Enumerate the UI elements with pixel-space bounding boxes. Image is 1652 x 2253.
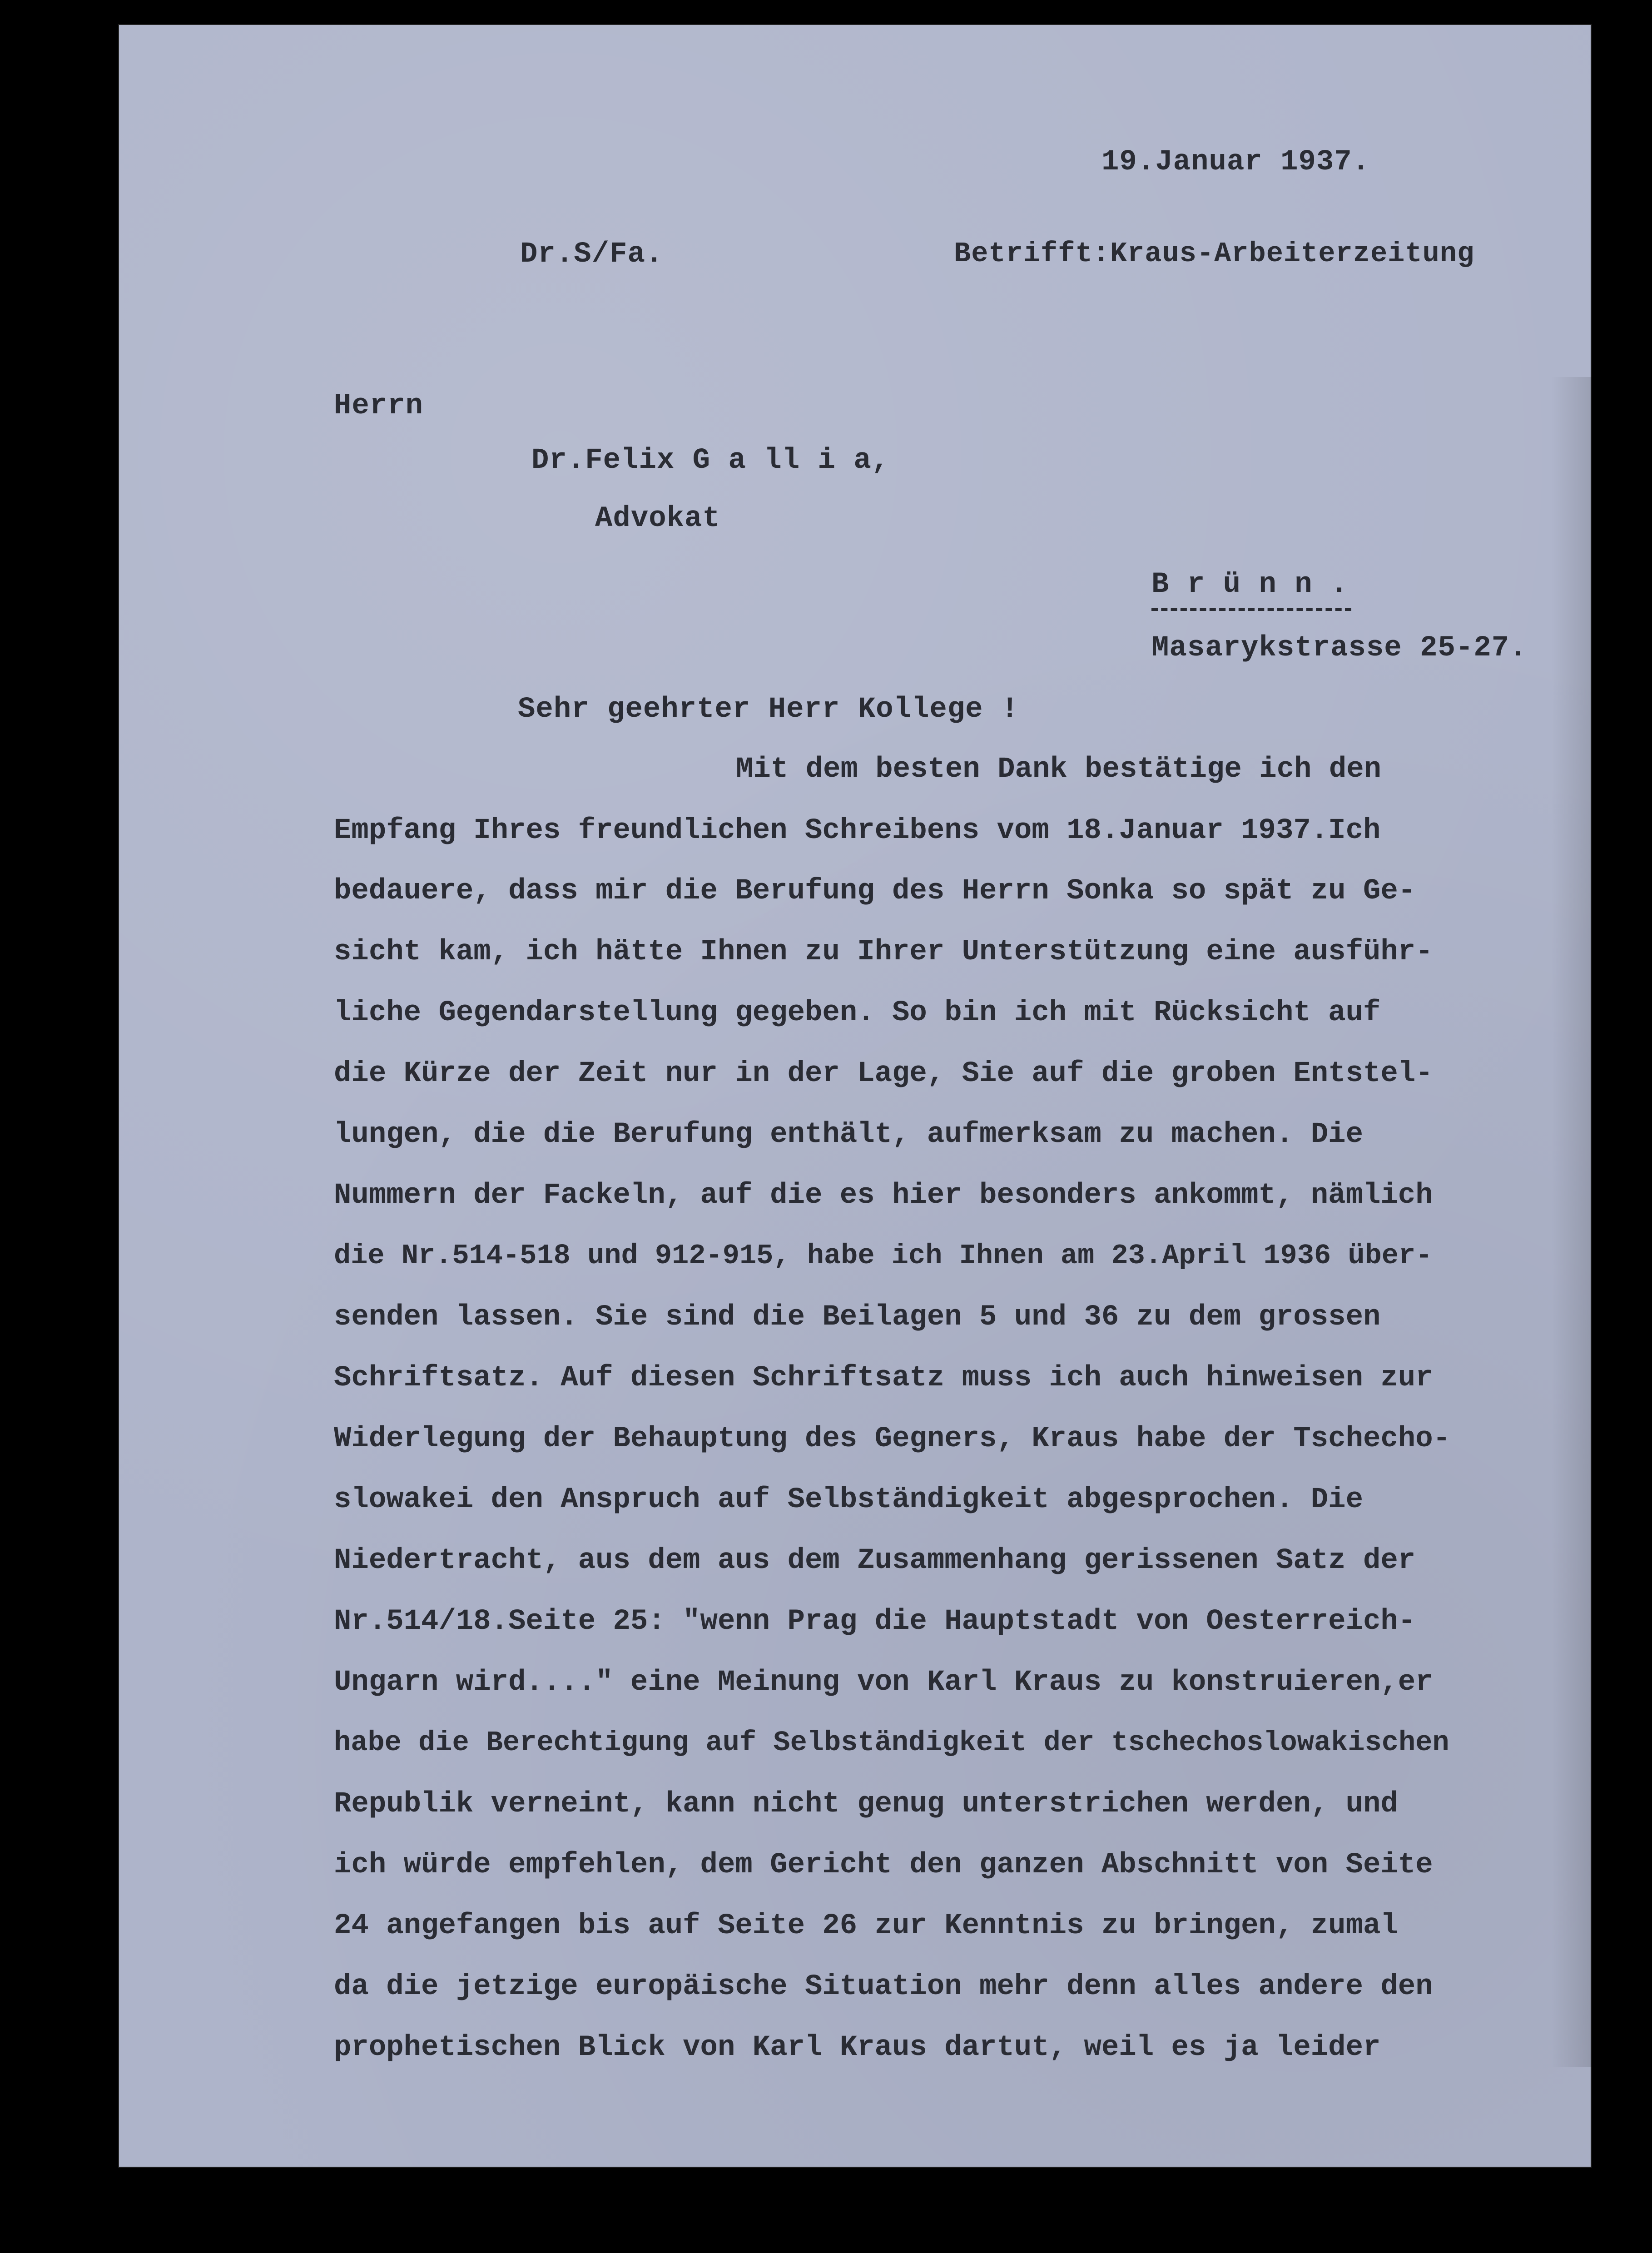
reference-code: Dr.S/Fa. <box>520 238 664 271</box>
body-line: Niedertracht, aus dem aus dem Zusammenhang gerissenen Satz der <box>334 1544 1416 1577</box>
body-line: die Kürze der Zeit nur in der Lage, Sie auf die groben Entstel- <box>334 1057 1433 1090</box>
body-line: ich würde empfehlen, dem Gericht den ganzen Abschnitt von Seite <box>334 1849 1433 1881</box>
body-line: lungen, die die Berufung enthält, aufmerksam zu machen. Die <box>334 1118 1363 1151</box>
city-underline <box>1151 608 1351 611</box>
body-line: liche Gegendarstellung gegeben. So bin ich mit Rücksicht auf <box>334 997 1381 1029</box>
body-line: die Nr.514-518 und 912-915, habe ich Ihnen am 23.April 1936 über- <box>334 1240 1433 1272</box>
recipient-salutation: Herrn <box>334 390 424 422</box>
body-line: Republik verneint, kann nicht genug unterstrichen werden, und <box>334 1788 1398 1821</box>
body-line: 24 angefangen bis auf Seite 26 zur Kenntnis zu bringen, zumal <box>334 1910 1398 1942</box>
subject-line: Betrifft:Kraus-Arbeiterzeitung <box>954 238 1475 270</box>
body-line: Nummern der Fackeln, auf die es hier besonders ankommt, nämlich <box>334 1179 1433 1212</box>
greeting: Sehr geehrter Herr Kollege ! <box>518 693 1019 726</box>
body-line: prophetischen Blick von Karl Kraus dartut, weil es ja leider <box>334 2031 1381 2064</box>
page-edge-shadow <box>1551 377 1592 2067</box>
body-line: bedauere, dass mir die Berufung des Herrn Sonka so spät zu Ge- <box>334 875 1416 908</box>
body-line: habe die Berechtigung auf Selbständigkeit der tschechoslowakischen <box>334 1727 1449 1759</box>
recipient-title: Advokat <box>595 502 720 535</box>
recipient-city: B r ü n n . <box>1151 568 1349 601</box>
letter-sheet <box>119 25 1591 2167</box>
body-line: Mit dem besten Dank bestätige ich den <box>736 753 1382 786</box>
body-line: sicht kam, ich hätte Ihnen zu Ihrer Unterstützung eine ausführ- <box>334 936 1433 968</box>
body-line: da die jetzige europäische Situation mehr denn alles andere den <box>334 1970 1433 2003</box>
body-line: Nr.514/18.Seite 25: "wenn Prag die Hauptstadt von Oesterreich- <box>334 1605 1416 1638</box>
body-line: Ungarn wird...." eine Meinung von Karl Kraus zu konstruieren,er <box>334 1666 1433 1699</box>
body-line: senden lassen. Sie sind die Beilagen 5 und 36 zu dem grossen <box>334 1301 1381 1334</box>
body-line: Widerlegung der Behauptung des Gegners, Kraus habe der Tschecho- <box>334 1423 1450 1455</box>
letter-date: 19.Januar 1937. <box>1101 146 1370 179</box>
body-line: Empfang Ihres freundlichen Schreibens vom 18.Januar 1937.Ich <box>334 814 1381 847</box>
recipient-street: Masarykstrasse 25-27. <box>1151 632 1528 665</box>
body-line: Schriftsatz. Auf diesen Schriftsatz muss ich auch hinweisen zur <box>334 1362 1433 1394</box>
body-line: slowakei den Anspruch auf Selbständigkeit abgesprochen. Die <box>334 1484 1363 1516</box>
recipient-name: Dr.Felix G a ll i a, <box>531 444 890 477</box>
